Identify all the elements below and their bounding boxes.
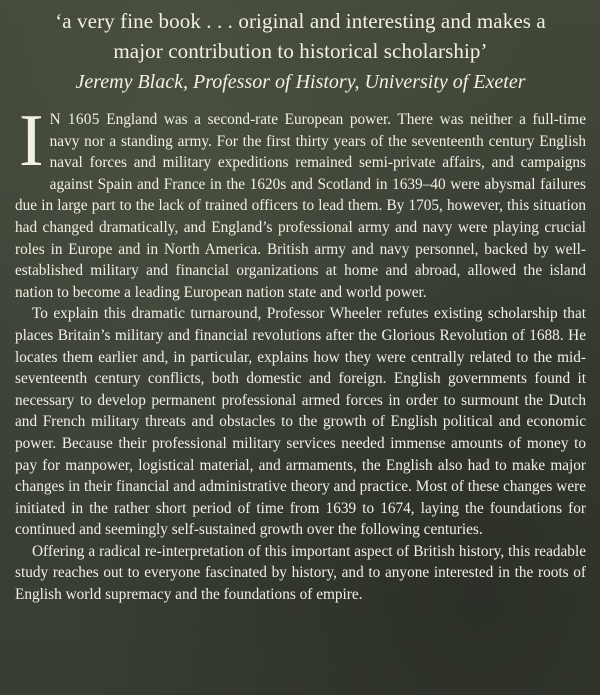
paragraph-1-text: England was a second-rate European power. There was neither a full-time navy nor a standing army. For the first thirty years of the seventeenth century English naval forces and military expeditions remained semi-private affairs, and campaigns against Spain and France in the 1620s and Scotland in 1639–40 were abysmal failures due in large part to the lack of trained officers to lead them. By 1705, however, this situation had changed dramatically, and England’s professional army and navy were playing crucial roles in Europe and in North America. British army and navy personnel, backed by well-established military and financial organizations at home and abroad, allowed the island nation to become a leading European nation state and world power.: [15, 111, 586, 301]
description-paragraph-3: Offering a radical re-interpretation of this important aspect of British history, this readable study reaches out to everyone fascinated by history, and to anyone interested in the roots of English world supremacy and the foundations of empire.: [15, 542, 586, 604]
description-paragraph-1: [15, 100, 586, 303]
book-description: [15, 100, 586, 606]
description-paragraph-2: To explain this dramatic turnaround, Professor Wheeler refutes existing scholarship that places Britain’s military and financial revolutions after the Glorious Revolution of 1688. He locates them earlier and, in particular, explains how they were centrally related to the mid-seventeenth century conflicts, both domestic and foreign. English governments found it necessary to develop permanent professional armed forces in order to surmount the Dutch and French military threats and obstacles to the growth of English political and economic power. Because their professional military services needed immense amounts of money to pay for manpower, logistical material, and armaments, the English also had to make major changes in their financial and administrative theory and practice. Most of these changes were initiated in the rather short period of time from 1639 to 1674, laying the foundations for continued and seemingly self-sustained growth over the following centuries.: [15, 305, 586, 539]
quote-attribution: Jeremy Black, Professor of History, University of Exeter: [75, 71, 526, 93]
quote-line-2: major contribution to historical scholarship’: [113, 39, 488, 63]
drop-cap: I: [19, 100, 44, 182]
lead-in-text: N 1605: [49, 111, 100, 128]
endorsement-quote: [15, 6, 586, 97]
quote-line-1: ‘a very fine book . . . original and interesting and makes a: [55, 9, 546, 33]
